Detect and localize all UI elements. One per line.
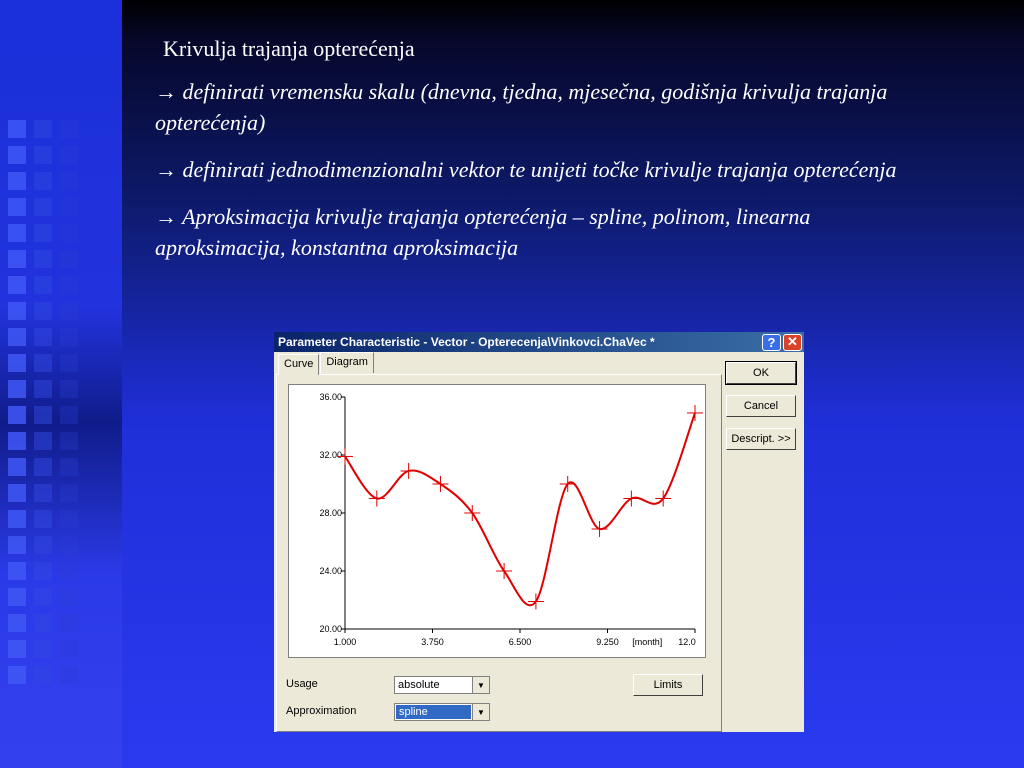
ok-button[interactable]: OK (726, 362, 796, 384)
approximation-label: Approximation (286, 705, 357, 717)
tab-bar (278, 354, 375, 375)
bullet-approximation: → Aproksimacija krivulje trajanja opterećenja – spline, polinom, linearna aproksimacija, konstantna aproksimacija (155, 204, 811, 260)
descript-button[interactable]: Descript. >> (726, 428, 796, 450)
decor-squares (8, 120, 26, 684)
y-tick-label: 24.00 (319, 566, 342, 576)
limits-button[interactable]: Limits (633, 674, 703, 696)
y-tick-label: 20.00 (319, 624, 342, 634)
x-axis-label: [month] (632, 637, 663, 647)
y-tick-label: 32.00 (319, 450, 342, 460)
decor-squares (60, 120, 78, 684)
data-point-marker[interactable] (528, 593, 544, 609)
help-button[interactable]: ? (762, 334, 781, 351)
approximation-select[interactable] (394, 703, 490, 721)
usage-label: Usage (286, 678, 318, 690)
tab-diagram[interactable]: Diagram (320, 352, 374, 373)
cancel-button[interactable]: Cancel (726, 395, 796, 417)
parameter-characteristic-dialog (274, 332, 804, 732)
data-point-marker[interactable] (401, 463, 417, 479)
bullet-time-scale: → definirati vremensku skalu (dnevna, tjedna, mjesečna, godišnja krivulja trajanja opterećenja) (155, 79, 888, 135)
x-tick-label: 9.250 (596, 637, 619, 647)
data-point-marker[interactable] (687, 405, 703, 421)
usage-value: absolute (398, 679, 440, 691)
data-point-marker[interactable] (560, 476, 576, 492)
decor-squares (34, 120, 52, 684)
x-tick-label: 12.0 (678, 637, 696, 647)
x-tick-label: 6.500 (508, 637, 532, 647)
left-decor-band (0, 0, 122, 768)
y-tick-label: 36.00 (319, 392, 342, 402)
slide-title: Krivulja trajanja opterećenja (163, 36, 415, 61)
dialog-title: Parameter Characteristic - Vector - Opterecenja\Vinkovci.ChaVec * (278, 335, 655, 349)
chart-svg (289, 385, 705, 657)
y-tick-label: 28.00 (319, 508, 342, 518)
data-point-marker[interactable] (496, 563, 512, 579)
dialog-titlebar[interactable] (274, 332, 804, 352)
bullet-vector: → definirati jednodimenzionalni vektor te unijeti točke krivulje trajanja opterećenja (155, 157, 897, 182)
approximation-value: spline (396, 705, 471, 719)
diagram-chart (288, 384, 706, 658)
usage-select[interactable] (394, 676, 490, 694)
slide-text (155, 36, 935, 279)
load-duration-curve (345, 413, 695, 605)
chevron-down-icon[interactable]: ▼ (472, 677, 489, 693)
x-tick-label: 3.750 (421, 637, 444, 647)
close-button[interactable]: ✕ (783, 334, 802, 351)
x-tick-label: 1.000 (333, 637, 357, 647)
data-point-marker[interactable] (369, 491, 385, 507)
data-point-marker[interactable] (432, 476, 448, 492)
tab-curve[interactable]: Curve (278, 354, 319, 375)
chevron-down-icon[interactable]: ▼ (472, 704, 489, 720)
